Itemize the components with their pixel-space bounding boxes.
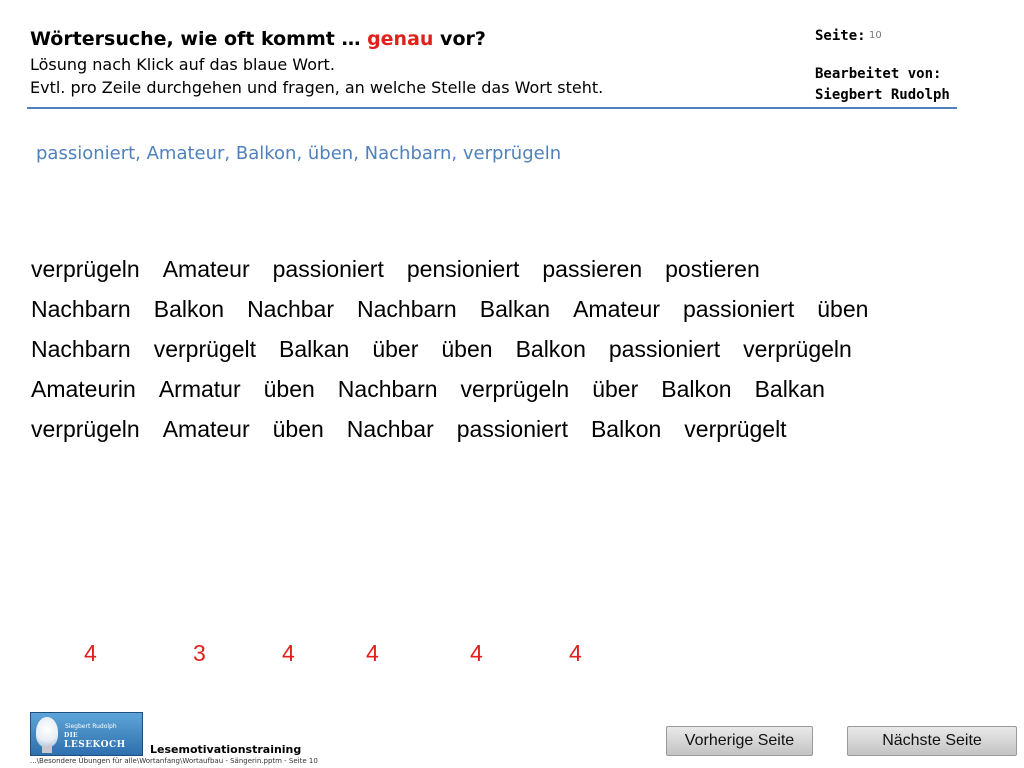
word-item: Amateur: [162, 256, 250, 282]
count-value: 4: [569, 640, 582, 666]
word-item: Amateur: [573, 296, 660, 322]
count-value: 3: [193, 640, 206, 666]
word-item: Balkon: [590, 416, 662, 442]
word-item: üben: [817, 296, 869, 322]
word-item: verprügeln: [743, 336, 852, 362]
next-page-button[interactable]: Nächste Seite: [847, 726, 1017, 756]
word-item: pensioniert: [406, 256, 520, 282]
header-divider: [27, 107, 957, 109]
word-item: Balkon: [515, 336, 586, 362]
count-value: 4: [470, 640, 483, 666]
word-item: üben: [263, 376, 315, 402]
word-item: Nachbarn: [31, 296, 131, 322]
word-item: postieren: [665, 256, 760, 282]
word-row: [31, 373, 868, 413]
instruction-line-1: Lösung nach Klick auf das blaue Wort.: [30, 55, 335, 74]
word-rows: [31, 253, 868, 453]
page-number: 10: [869, 30, 882, 41]
word-item: Balkan: [279, 336, 350, 362]
word-row: [31, 333, 868, 373]
word-item: verprügelt: [153, 336, 257, 362]
word-item: passioniert: [683, 296, 795, 322]
logo-text: [64, 730, 142, 750]
word-item: über: [372, 336, 419, 362]
word-item: verprügelt: [684, 416, 787, 442]
word-item: verprügeln: [460, 376, 570, 402]
lesekoch-logo: [30, 712, 143, 756]
count-value: 4: [366, 640, 379, 666]
word-item: Nachbar: [346, 416, 434, 442]
logo-name: LESEKOCH: [64, 740, 126, 750]
count-value: 4: [84, 640, 97, 666]
word-item: Armatur: [158, 376, 241, 402]
word-item: passioniert: [608, 336, 721, 362]
word-item: passieren: [542, 256, 643, 282]
word-row: [31, 253, 868, 293]
page-title: [30, 28, 486, 50]
logo-author: Siegbert Rudolph: [65, 723, 117, 730]
word-item: verprügeln: [31, 256, 140, 282]
word-item: Balkan: [479, 296, 551, 322]
word-item: Balkan: [754, 376, 825, 402]
word-item: Nachbarn: [357, 296, 457, 322]
word-item: Nachbarn: [31, 336, 131, 362]
word-item: passioniert: [272, 256, 384, 282]
logo-prefix: DIE: [64, 732, 79, 739]
word-item: Balkon: [661, 376, 732, 402]
instruction-line-2: Evtl. pro Zeile durchgehen und fragen, an welche Stelle das Wort steht.: [30, 78, 604, 97]
author-name: Siegbert Rudolph: [815, 87, 950, 103]
word-item: über: [592, 376, 639, 402]
edited-by-label: Bearbeitet von:: [815, 66, 942, 82]
count-value: 4: [282, 640, 295, 666]
word-item: üben: [441, 336, 493, 362]
footer-title: Lesemotivationstraining: [150, 743, 302, 756]
word-item: Balkon: [153, 296, 225, 322]
page-label: Seite:: [815, 28, 866, 44]
word-item: verprügeln: [31, 416, 140, 442]
word-item: üben: [272, 416, 324, 442]
lightbulb-base: [42, 746, 52, 753]
title-highlight: genau: [367, 28, 434, 50]
target-word-list[interactable]: passioniert, Amateur, Balkon, üben, Nachbarn, verprügeln: [36, 143, 562, 164]
lightbulb-icon: [36, 717, 58, 747]
word-item: Nachbarn: [337, 376, 438, 402]
word-item: Nachbar: [247, 296, 334, 322]
title-suffix: vor?: [433, 28, 486, 50]
title-prefix: Wörtersuche, wie oft kommt …: [30, 28, 368, 50]
footer-file-path: ...\Besondere Übungen für alle\Wortanfang\Wortaufbau - Sängerin.pptm - Seite 10: [30, 757, 318, 765]
word-item: Amateurin: [31, 376, 136, 402]
word-row: [31, 293, 868, 333]
word-item: Amateur: [162, 416, 250, 442]
word-row: [31, 413, 868, 453]
previous-page-button[interactable]: Vorherige Seite: [666, 726, 813, 756]
word-item: passioniert: [456, 416, 568, 442]
